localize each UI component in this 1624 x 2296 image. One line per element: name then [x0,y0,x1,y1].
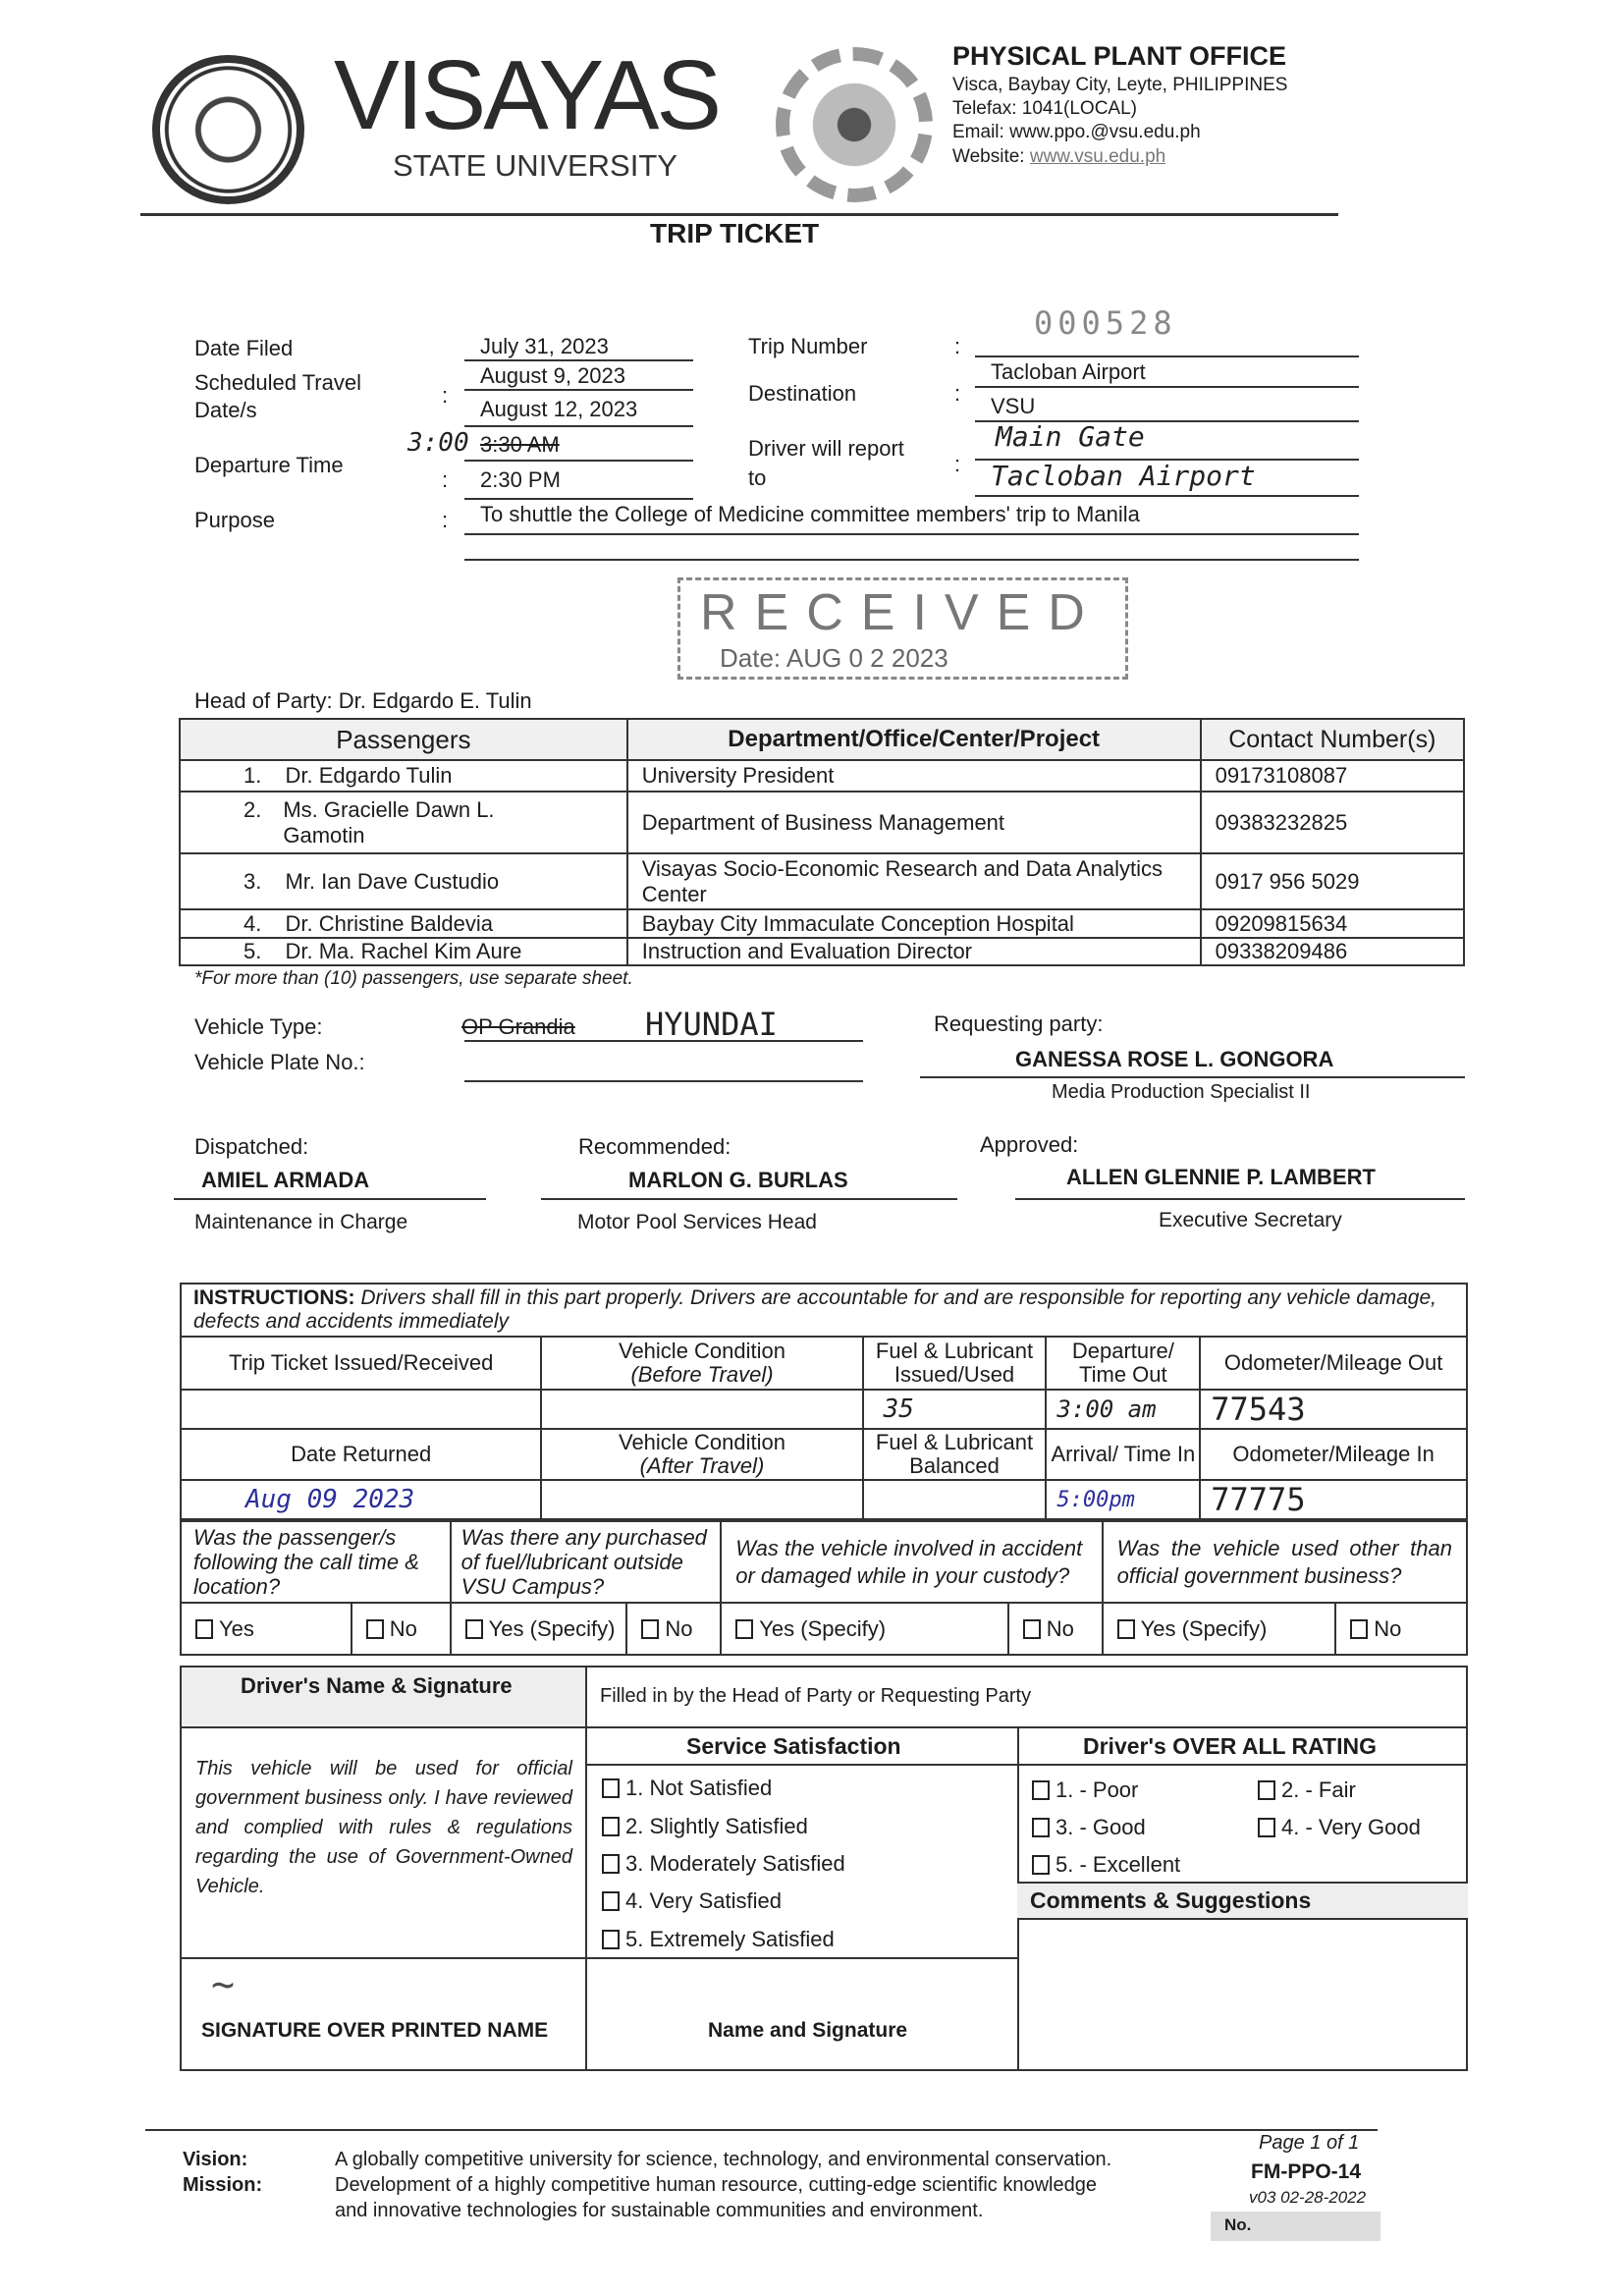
field-line [464,460,693,462]
answer-label: No [1374,1615,1402,1641]
destination-1[interactable]: Tacloban Airport [991,359,1146,384]
received-stamp [677,577,1128,680]
stamp-word: RECEIVED [700,584,1103,641]
option-label: 3. Moderately Satisfied [625,1851,845,1876]
recommended-title: Motor Pool Services Head [577,1211,817,1233]
name-signature-label: Name and Signature [708,2019,908,2042]
vehicle-type-struck: OP Grandia [461,1014,575,1039]
signature-line [1015,1198,1465,1200]
passenger-contact: 09383232825 [1201,792,1464,853]
answer-label: Yes [219,1615,254,1641]
passenger-name: Dr. Christine Baldevia [285,910,494,936]
option-label: 1. - Poor [1056,1777,1139,1802]
passenger-name: Dr. Ma. Rachel Kim Aure [285,939,522,963]
mission-text-1: Development of a highly competitive human resource, cutting-edge scientific knowledge [335,2174,1097,2196]
answer-yes[interactable] [451,1603,627,1655]
logo-wordmark: VISAYAS [334,40,720,150]
col-fuel-issued: Fuel & Lubricant Issued/Used [863,1337,1047,1390]
colon: : [954,452,961,476]
passenger-note: *For more than (10) passengers, use separate sheet. [194,968,633,989]
checkbox[interactable] [1117,1619,1135,1639]
approved-label: Approved: [980,1132,1079,1157]
option-label: 2. Slightly Satisfied [625,1814,808,1838]
recommended-name: MARLON G. BURLAS [628,1168,848,1192]
checkbox[interactable] [366,1619,384,1639]
page-title: TRIP TICKET [650,218,820,248]
divider [585,1764,1468,1766]
destination-2[interactable]: VSU [991,394,1036,418]
sched-date-1[interactable]: August 9, 2023 [480,363,626,388]
header-rule [140,213,1338,216]
question-other-use: Was the vehicle used other than official government business? [1103,1521,1467,1603]
passengers-table [179,718,1465,966]
office-email: Email: www.ppo.@vsu.edu.ph [952,122,1201,142]
service-option[interactable] [602,1927,835,1952]
service-option[interactable] [602,1776,772,1801]
date-returned-cell[interactable]: Aug 09 2023 [181,1480,541,1519]
checkbox[interactable] [1350,1619,1368,1639]
field-line [464,425,693,427]
checkbox[interactable] [465,1619,483,1639]
field-line [464,559,1359,561]
office-telefax: Telefax: 1041(LOCAL) [952,98,1137,119]
field-line [975,495,1359,497]
trip-number-stamp: 000528 [1034,304,1177,342]
passenger-row [180,938,1464,965]
trip-number-label: Trip Number [748,334,868,358]
field-line [464,533,1359,535]
report-location-1[interactable]: Main Gate [996,420,1145,453]
row-number: 2. [244,796,262,822]
divider [182,1726,1468,1728]
vision-text: A globally competitive university for science, technology, and environmental conservation. [335,2149,1112,2170]
col-passengers: Passengers [180,719,627,760]
service-option[interactable] [602,1888,782,1914]
answer-yes[interactable] [721,1603,1007,1655]
website-link[interactable]: www.vsu.edu.ph [1029,146,1166,167]
logo-subtitle: STATE UNIVERSITY [393,148,677,183]
field-line [920,1076,1465,1078]
requesting-party-label: Requesting party: [934,1011,1104,1036]
answer-label: Yes (Specify) [1140,1615,1268,1641]
passenger-name: Ms. Gracielle Dawn L. Gamotin [283,796,495,847]
odometer-out-cell[interactable]: 77543 [1200,1390,1467,1429]
field-line [975,355,1359,357]
odometer-in-cell[interactable]: 77775 [1200,1480,1467,1519]
number-box [1211,2212,1380,2241]
field-line [464,1040,863,1042]
fuel-balanced-cell[interactable] [863,1480,1047,1519]
row-number: 4. [244,910,262,936]
signature-line [541,1198,957,1200]
head-of-party: Head of Party: Dr. Edgardo E. Tulin [194,688,532,713]
checkbox[interactable] [195,1619,213,1639]
comments-header: Comments & Suggestions [1030,1887,1312,1913]
answer-no[interactable] [1335,1603,1467,1655]
option-label: 1. Not Satisfied [625,1776,773,1800]
divider [182,1957,1017,1959]
vehicle-plate-label: Vehicle Plate No.: [194,1050,365,1074]
row-number: 3. [244,868,262,894]
form-version: v03 02-28-2022 [1249,2188,1367,2207]
col-departure: Departure/ Time Out [1046,1337,1200,1390]
question-call-time: Was the passenger/s following the call time & location? [181,1521,451,1603]
question-fuel-purchase: Was there any purchased of fuel/lubricant outside VSU Campus? [451,1521,722,1603]
trip-ticket-cell[interactable] [181,1390,541,1429]
vehicle-type-value[interactable]: HYUNDAI [645,1006,778,1043]
passenger-row [180,792,1464,853]
row-number: 1. [244,763,262,788]
destination-label: Destination [748,381,857,406]
col-fuel-balanced: Fuel & Lubricant Balanced [863,1429,1047,1480]
dispatched-title: Maintenance in Charge [194,1211,408,1233]
passenger-row [180,853,1464,909]
report-label-2: to [748,465,767,490]
option-label: 5. Extremely Satisfied [625,1927,835,1951]
signature-label: SIGNATURE OVER PRINTED NAME [201,2019,549,2042]
passenger-contact: 0917 956 5029 [1201,853,1464,909]
field-line [464,498,693,500]
arrival-cell[interactable]: 5:00pm [1046,1480,1200,1519]
dispatched-name: AMIEL ARMADA [201,1168,370,1192]
field-line [464,1080,863,1082]
field-line [464,389,693,391]
col-condition-before [541,1337,862,1390]
passenger-contact: 09338209486 [1201,938,1464,965]
passenger-contact: 09209815634 [1201,909,1464,938]
driver-signature: ~ [211,1962,236,2007]
answer-label: Yes (Specify) [488,1615,616,1641]
university-seal [152,55,304,204]
col-odometer-in: Odometer/Mileage In [1200,1429,1467,1480]
departure-label: Departure Time [194,453,344,477]
departure-time-2[interactable]: 2:30 PM [480,467,561,492]
departure-handwritten: 3:00 [407,428,469,458]
sched-date-2[interactable]: August 12, 2023 [480,397,638,421]
rating-option[interactable] [1032,1815,1146,1840]
answer-yes[interactable] [181,1603,352,1655]
sched-label-2: Date/s [194,398,257,422]
condition-after-cell[interactable] [541,1480,862,1519]
report-label-1: Driver will report [748,436,904,461]
sched-label-1: Scheduled Travel [194,370,361,395]
option-label: 4. - Very Good [1281,1815,1421,1839]
stamp-date: Date: AUG 0 2 2023 [720,643,948,673]
answer-no[interactable] [1008,1603,1103,1655]
rating-option[interactable] [1258,1815,1421,1840]
departure-time-1[interactable]: 3:30 AM [480,432,560,457]
col-odometer-out: Odometer/Mileage Out [1200,1337,1467,1390]
passenger-row [180,760,1464,792]
rating-option[interactable] [1032,1852,1180,1878]
passenger-row [180,909,1464,938]
passenger-dept: Visayas Socio-Economic Research and Data Analytics Center [627,853,1201,909]
vehicle-type-label: Vehicle Type: [194,1014,323,1039]
question-accident: Was the vehicle involved in accident or damaged while in your custody? [721,1521,1102,1603]
option-label: 4. Very Satisfied [625,1888,782,1913]
colon: : [954,381,961,406]
questions-table [180,1520,1468,1656]
answer-no[interactable] [626,1603,721,1655]
recommended-label: Recommended: [578,1134,731,1159]
passenger-dept: Baybay City Immaculate Conception Hospital [627,909,1201,938]
form-code: FM-PPO-14 [1251,2160,1362,2183]
label: Vehicle Condition [618,1339,785,1363]
passenger-name: Dr. Edgardo Tulin [285,763,453,788]
instructions-text [181,1284,1467,1337]
driver-header: Driver's Name & Signature [241,1673,513,1698]
label: (Before Travel) [630,1362,774,1387]
vehicle-log-table [180,1283,1468,1520]
option-label: 5. - Excellent [1056,1852,1181,1877]
colon: : [442,508,449,532]
answer-yes[interactable] [1103,1603,1336,1655]
answer-no[interactable] [352,1603,451,1655]
fuel-issued-cell[interactable]: 35 [863,1390,1047,1429]
field-line [975,386,1359,388]
answer-label: Yes (Specify) [759,1615,887,1641]
rating-header: Driver's OVER ALL RATING [1083,1733,1377,1759]
label: Vehicle Condition [618,1430,785,1454]
mission-label: Mission: [183,2174,263,2196]
dispatched-label: Dispatched: [194,1134,309,1159]
driver-statement: This vehicle will be used for official government business only. I have reviewed and complied with rules & regulations regarding the use of Government-Owned Vehicle. [195,1758,572,1897]
date-filed-label: Date Filed [194,336,294,360]
instructions-label: INSTRUCTIONS: [193,1286,355,1309]
evaluation-box [180,1666,1468,2071]
vision-label: Vision: [183,2149,248,2170]
rating-option[interactable] [1032,1777,1138,1803]
purpose-label: Purpose [194,508,275,532]
number-label: No. [1224,2215,1252,2234]
passenger-name: Mr. Ian Dave Custudio [285,868,500,894]
row-number: 5. [244,939,262,963]
col-arrival: Arrival/ Time In [1046,1429,1200,1480]
passenger-contact: 09173108087 [1201,760,1464,792]
condition-before-cell[interactable] [541,1390,862,1429]
office-address: Visca, Baybay City, Leyte, PHILIPPINES [952,75,1288,95]
col-date-returned: Date Returned [181,1429,541,1480]
rating-option[interactable] [1258,1777,1356,1803]
colon: : [954,334,961,358]
option-label: 3. - Good [1056,1815,1146,1839]
colon: : [442,383,449,408]
office-website-row [952,146,1165,168]
ppo-gear-logo [776,47,933,202]
option-label: 2. - Fair [1281,1777,1356,1802]
report-location-2[interactable]: Tacloban Airport [991,460,1256,492]
office-name: PHYSICAL PLANT OFFICE [952,41,1287,71]
checkbox[interactable] [641,1619,659,1639]
page-number: Page 1 of 1 [1259,2132,1360,2154]
website-label: Website: [952,146,1030,167]
checkbox[interactable] [735,1619,753,1639]
instructions-body: Drivers shall fill in this part properly. Drivers are accountable for and are responsible for reporting any vehicle damage, defects and accidents immediately [193,1286,1436,1333]
passenger-dept: Department of Business Management [627,792,1201,853]
approved-title: Executive Secretary [1159,1209,1342,1231]
filled-by-label: Filled in by the Head of Party or Requesting Party [600,1685,1032,1707]
field-line [464,359,693,361]
checkbox[interactable] [1023,1619,1041,1639]
service-option[interactable] [602,1851,845,1877]
requesting-party-title: Media Production Specialist II [1052,1081,1311,1103]
answer-label: No [665,1615,693,1641]
departure-cell[interactable]: 3:00 am [1046,1390,1200,1429]
col-trip-ticket: Trip Ticket Issued/Received [181,1337,541,1390]
answer-label: No [389,1615,417,1641]
colon: : [442,467,449,492]
comments-area[interactable] [1019,1922,1467,2069]
mission-text-2: and innovative technologies for sustainable communities and environment. [335,2200,984,2221]
passenger-dept: University President [627,760,1201,792]
col-contact: Contact Number(s) [1201,719,1464,760]
col-department: Department/Office/Center/Project [627,719,1201,760]
footer-rule [145,2129,1378,2131]
approved-name: ALLEN GLENNIE P. LAMBERT [1066,1165,1376,1189]
col-condition-after [541,1429,862,1480]
requesting-party-name: GANESSA ROSE L. GONGORA [1015,1047,1334,1071]
answer-label: No [1046,1615,1074,1641]
purpose-value[interactable]: To shuttle the College of Medicine committee members' trip to Manila [480,502,1140,526]
passenger-dept: Instruction and Evaluation Director [627,938,1201,965]
service-option[interactable] [602,1814,808,1839]
date-filed-value[interactable]: July 31, 2023 [480,334,609,358]
signature-line [174,1198,486,1200]
service-satisfaction-header: Service Satisfaction [686,1733,901,1759]
label: (After Travel) [639,1453,765,1478]
